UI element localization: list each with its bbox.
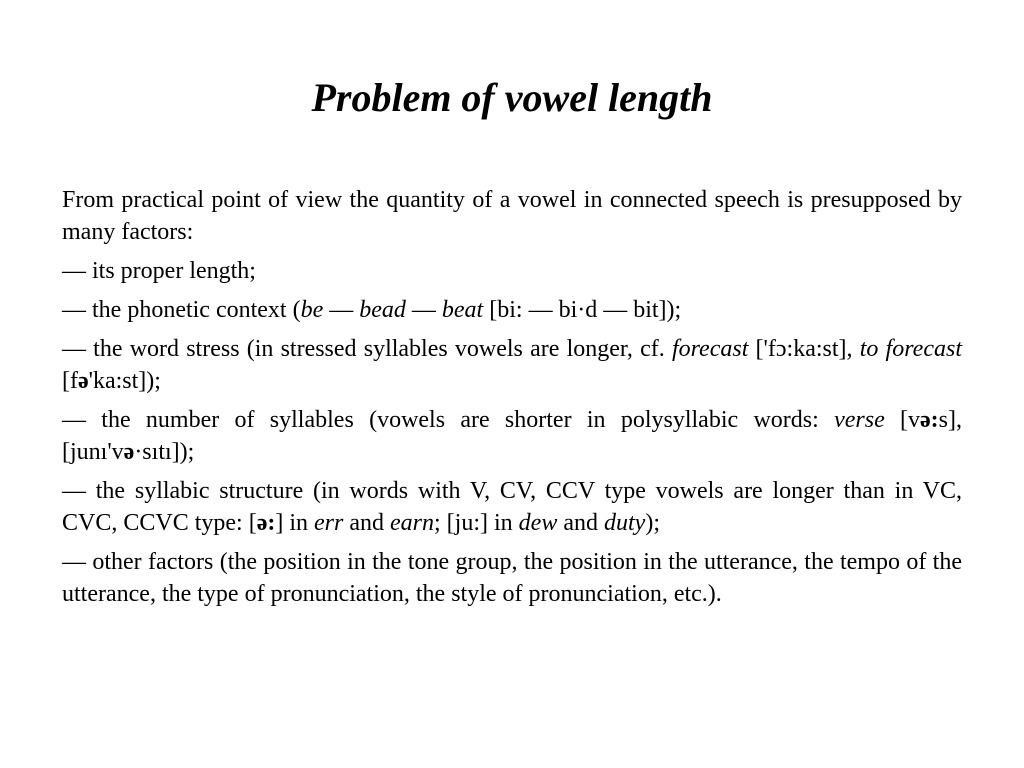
example-word: forecast	[671, 336, 749, 362]
factor-text: and	[557, 510, 604, 536]
transcription-bold: ə:	[920, 407, 939, 433]
factor-text: — the syllabic structure (in words with V, CV, CCV type vowels are longer than in VC, CVC, CCVC type: [	[62, 478, 962, 536]
example-word: err	[314, 510, 344, 536]
factor-text: );	[645, 510, 660, 536]
example-word: bead	[359, 297, 406, 323]
transcription: [f	[62, 368, 78, 394]
transcription: ·sıtı]);	[134, 439, 195, 465]
example-word: be	[300, 297, 324, 323]
factor-other: — other factors (the position in the tone group, the position in the utterance, the tempo of the utterance, the type of pronunciation, the style of pronunciation, etc.).	[62, 549, 962, 607]
factor-proper-length: — its proper length;	[62, 258, 256, 284]
factor-phonetic-context	[62, 294, 962, 326]
factor-text: ; [ju:] in	[434, 510, 519, 536]
transcription-bold: ə	[123, 439, 135, 465]
factor-text: — the word stress (in stressed syllables vowels are longer, cf.	[62, 336, 672, 362]
factor-text: ] in	[275, 510, 315, 536]
transcription-bold: ə:	[256, 510, 276, 536]
transcription: [v	[884, 407, 921, 433]
example-word: earn	[390, 510, 435, 536]
transcription-bold: ə	[77, 368, 89, 394]
slide-body	[62, 184, 962, 610]
example-word: duty	[604, 510, 646, 536]
factor-text: and	[343, 510, 391, 536]
example-word: dew	[518, 510, 558, 536]
example-word: to forecast	[859, 336, 962, 362]
transcription: 'ka:st]);	[88, 368, 161, 394]
factor-text: —	[323, 297, 360, 323]
factor-text: — the phonetic context (	[62, 297, 301, 323]
slide-title: Problem of vowel length	[311, 75, 713, 120]
factor-syllabic-structure	[62, 475, 962, 539]
transcription: s], [junı'v	[62, 407, 963, 465]
example-word: beat	[441, 297, 484, 323]
transcription: ['fɔ:ka:st],	[748, 336, 860, 362]
factor-number-of-syllables	[62, 404, 962, 468]
transcription: [bi: — bi·d — bit]);	[483, 297, 682, 323]
factor-word-stress	[62, 333, 962, 397]
example-word: verse	[834, 407, 885, 433]
factor-text: —	[405, 297, 442, 323]
factor-text: — the number of syllables (vowels are shorter in polysyllabic words:	[62, 407, 835, 433]
intro-paragraph: From practical point of view the quantity of a vowel in connected speech is presupposed by many factors:	[62, 187, 962, 245]
